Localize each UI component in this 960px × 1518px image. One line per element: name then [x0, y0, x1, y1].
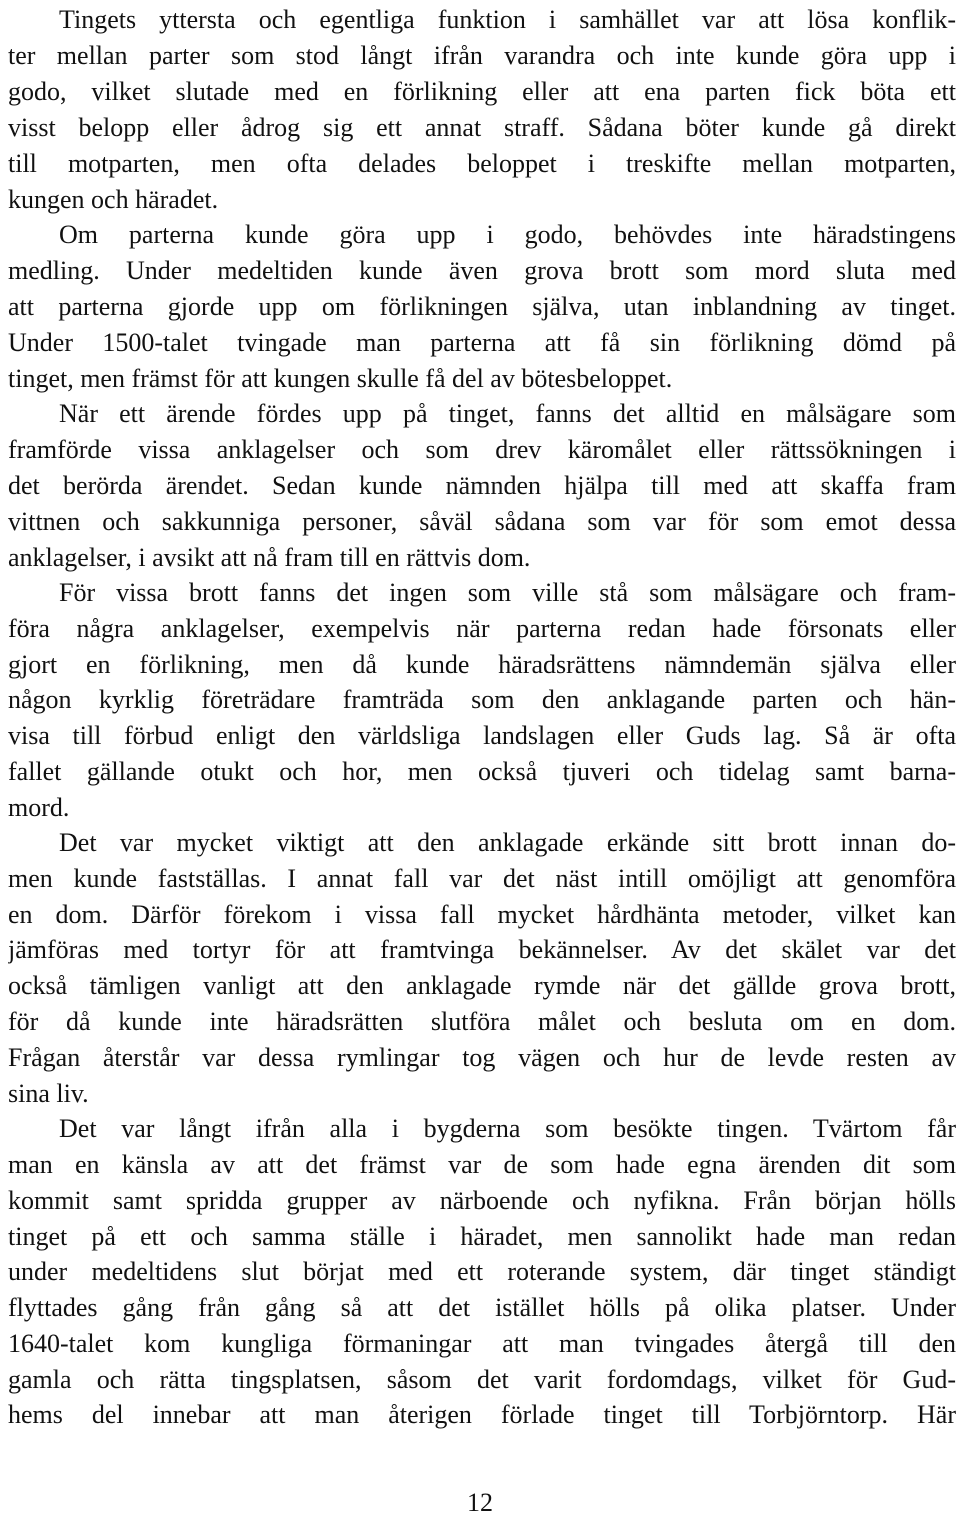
text-line: medling. Under medeltiden kunde även grova brott som mord sluta med [8, 256, 956, 285]
page-number: 12 [467, 1488, 493, 1517]
text-line: Det var långt ifrån alla i bygderna som besökte tingen. Tvärtom får [59, 1114, 956, 1143]
text-line: vittnen och sakkunniga personer, såväl sådana som var för som emot dessa [8, 507, 956, 536]
text-line: 1640-talet kom kungliga förmaningar att man tvingades återgå till den [8, 1329, 956, 1358]
text-line: en dom. Därför förekom i vissa fall mycket hårdhänta metoder, vilket kan [8, 900, 956, 929]
text-line: framförde vissa anklagelser och som drev käromålet eller rättssökningen i [8, 435, 956, 464]
text-line: men kunde fastställas. I annat fall var det näst intill omöjligt att genomföra [8, 864, 956, 893]
text-line: mord. [8, 793, 70, 822]
text-line: Det var mycket viktigt att den anklagade erkände sitt brott innan do- [59, 828, 956, 857]
text-line: jämföras med tortyr för att framtvinga bekännelser. Av det skälet var det [8, 935, 956, 964]
text-line: gjort en förlikning, men då kunde häradsrättens nämndemän själva eller [8, 650, 956, 679]
text-line: föra några anklagelser, exempelvis när parterna redan hade försonats eller [8, 614, 956, 643]
text-line: gamla och rätta tingsplatsen, såsom det varit fordomdags, vilket för Gud- [8, 1365, 956, 1394]
text-line: Under 1500-talet tvingade man parterna att få sin förlikning dömd på [8, 328, 956, 357]
text-line: anklagelser, i avsikt att nå fram till en rättvis dom. [8, 543, 531, 572]
text-line: visa till förbud enligt den världsliga landslagen eller Guds lag. Så är ofta [8, 721, 956, 750]
text-line: flyttades gång från gång så att det istället hölls på olika platser. Under [8, 1293, 956, 1322]
text-line: det berörda ärendet. Sedan kunde nämnden hjälpa till med att skaffa fram [8, 471, 956, 500]
text-line: hems del innebar att man återigen förlade tinget till Torbjörntorp. Här [8, 1400, 956, 1429]
text-line: Om parterna kunde göra upp i godo, behövdes inte häradstingens [59, 220, 956, 249]
text-line: till motparten, men ofta delades beloppet i treskifte mellan motparten, [8, 149, 956, 178]
text-line: någon kyrklig företrädare framträda som den anklagande parten och hän- [8, 685, 956, 714]
text-line: man en känsla av att det främst var de som hade egna ärenden dit som [8, 1150, 956, 1179]
text-line: att parterna gjorde upp om förlikningen själva, utan inblandning av tinget. [8, 292, 956, 321]
text-line: kommit samt spridda grupper av närboende och nyfikna. Från början hölls [8, 1186, 956, 1215]
text-line: tinget, men främst för att kungen skulle få del av bötesbeloppet. [8, 364, 673, 393]
text-line: Frågan återstår var dessa rymlingar tog vägen och hur de levde resten av [8, 1043, 956, 1072]
text-line: godo, vilket slutade med en förlikning eller att ena parten fick böta ett [8, 77, 956, 106]
text-line: under medeltidens slut börjat med ett roterande system, där tinget ständigt [8, 1257, 956, 1286]
text-line: kungen och häradet. [8, 185, 219, 214]
text-line: fallet gällande otukt och hor, men också tjuveri och tidelag samt barna- [8, 757, 956, 786]
text-line: För vissa brott fanns det ingen som ville stå som målsägare och fram- [59, 578, 956, 607]
text-line: När ett ärende fördes upp på tinget, fanns det alltid en målsägare som [59, 399, 956, 428]
text-line: visst belopp eller ådrog sig ett annat straff. Sådana böter kunde gå direkt [8, 113, 956, 142]
text-line: sina liv. [8, 1079, 89, 1108]
text-line: ter mellan parter som stod långt ifrån varandra och inte kunde göra upp i [8, 41, 956, 70]
text-line: tinget på ett och samma ställe i häradet, men sannolikt hade man redan [8, 1222, 956, 1251]
text-line: för då kunde inte häradsrätten slutföra målet och besluta om en dom. [8, 1007, 956, 1036]
text-line: också tämligen vanligt att den anklagade rymde när det gällde grova brott, [8, 971, 956, 1000]
text-line: Tingets yttersta och egentliga funktion i samhället var att lösa konflik- [59, 5, 956, 34]
